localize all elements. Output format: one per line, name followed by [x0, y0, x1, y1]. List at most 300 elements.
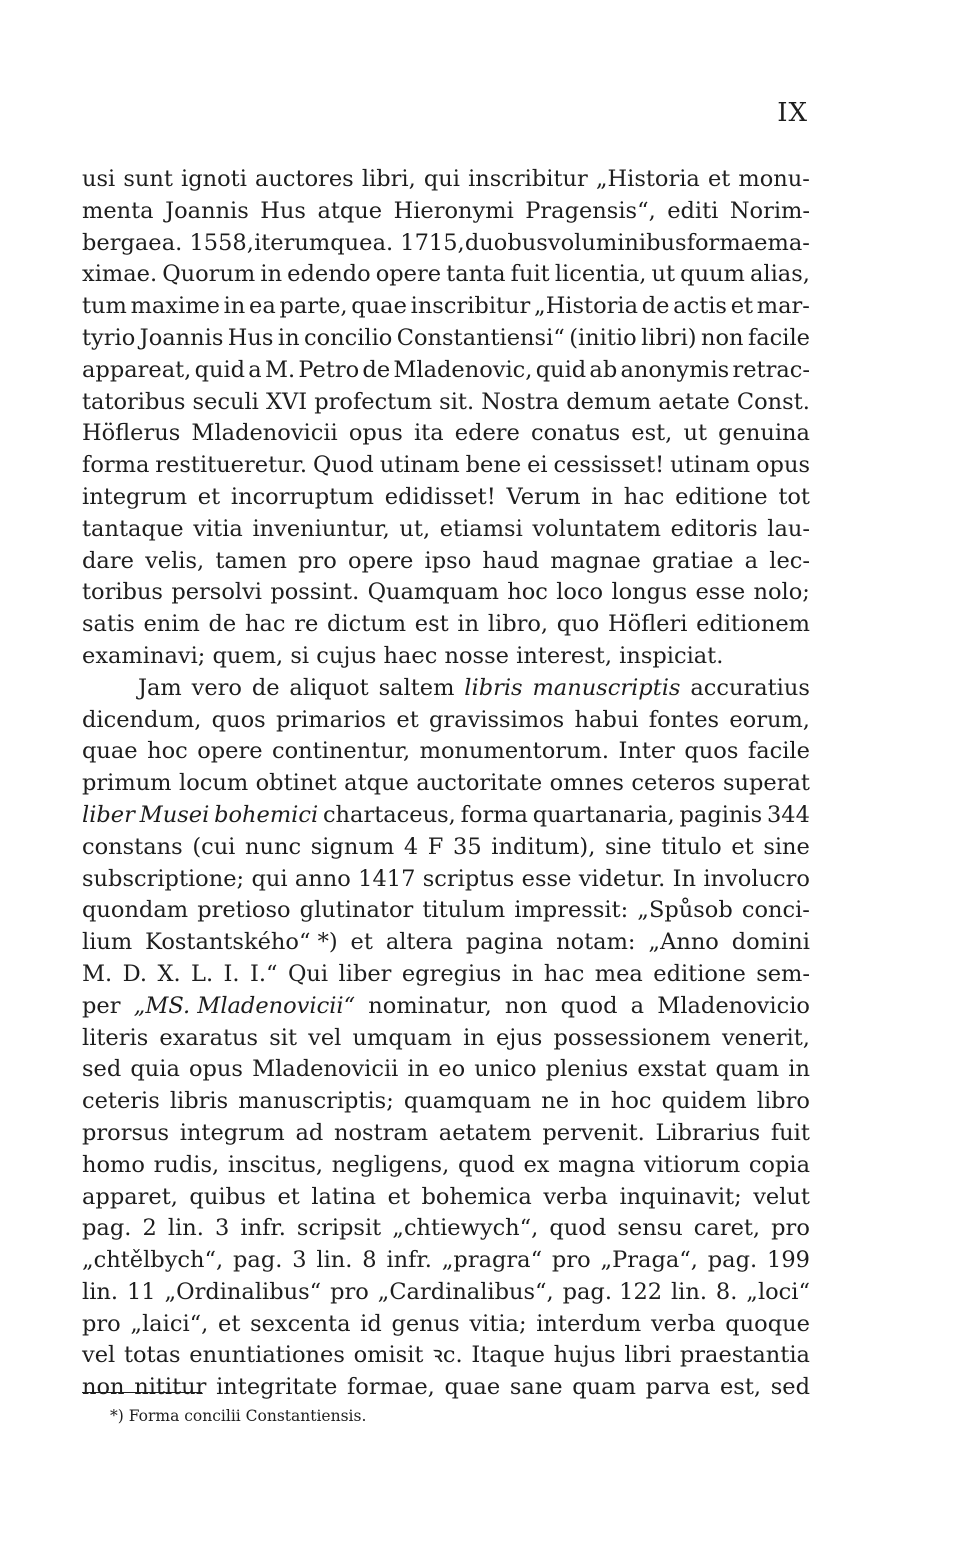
- word: Joannis: [139, 324, 224, 351]
- word: forma: [82, 452, 150, 479]
- word: 8.: [715, 1278, 738, 1305]
- word: in: [591, 483, 614, 510]
- word: auctores: [255, 166, 354, 192]
- word: I.“: [250, 960, 278, 987]
- word: altera: [385, 929, 453, 956]
- word: praestantia: [679, 1342, 810, 1369]
- word: manuscriptis: [532, 674, 681, 701]
- word: duobus: [464, 229, 548, 256]
- word: 4: [403, 833, 419, 860]
- word: editione: [675, 483, 768, 510]
- word: nostram: [333, 1119, 429, 1146]
- word: quoque: [725, 1310, 810, 1337]
- word: liber: [82, 801, 135, 828]
- word: L.: [191, 960, 214, 987]
- word: et: [218, 1310, 241, 1337]
- word: Norim-: [729, 197, 810, 224]
- word: verba: [543, 1183, 608, 1210]
- word: utinam: [379, 452, 460, 479]
- word: appareat,: [82, 356, 192, 383]
- word: quum: [680, 261, 745, 288]
- word: magnae: [550, 547, 641, 574]
- word: Mladenovic,: [393, 356, 533, 383]
- word: editionem: [696, 611, 810, 638]
- word: XVI: [265, 388, 308, 415]
- word: Verum: [506, 483, 581, 510]
- word: pro: [298, 547, 337, 574]
- word: dicendum,: [82, 706, 202, 733]
- word: Hus: [227, 324, 274, 351]
- word: ita: [413, 420, 444, 447]
- word: titulo: [661, 833, 722, 860]
- word: dare: [82, 547, 134, 574]
- word: opere: [197, 738, 263, 765]
- word: interdum: [536, 1310, 642, 1337]
- text-line: [82, 1277, 810, 1309]
- word: videtur.: [578, 865, 666, 892]
- word: utinam: [670, 452, 751, 479]
- word: tatoribus: [82, 388, 186, 415]
- word: quidem: [661, 1088, 747, 1115]
- word: editi: [667, 197, 719, 224]
- text-line: [82, 895, 810, 927]
- word: signum: [310, 833, 395, 860]
- word: a: [248, 356, 262, 383]
- word: anonymis: [620, 356, 730, 383]
- word: „Ordinalibus“: [164, 1278, 322, 1305]
- word: interest,: [516, 642, 612, 669]
- text-line: [82, 1340, 810, 1372]
- word: opere: [375, 261, 442, 288]
- word: quos: [211, 706, 266, 733]
- word: integrum: [179, 1119, 285, 1146]
- word: libri): [641, 324, 697, 351]
- word: Constantiensi“: [396, 324, 565, 351]
- word: Quorum: [162, 261, 256, 288]
- word: „Praga“,: [600, 1247, 698, 1274]
- word: a: [630, 992, 645, 1019]
- word: velut: [753, 1183, 810, 1210]
- word: habui: [574, 706, 639, 733]
- word: „chtiewych“,: [392, 1215, 539, 1242]
- word: saltem: [378, 674, 455, 701]
- word: et: [730, 293, 754, 320]
- word: ut: [683, 420, 707, 447]
- word: examinavi;: [82, 642, 206, 669]
- word: non: [504, 992, 548, 1019]
- word: pag. 122: [562, 1278, 663, 1305]
- word: 8: [362, 1247, 377, 1274]
- word: M.: [264, 356, 296, 383]
- word: ignoti: [181, 166, 247, 192]
- word: integrum: [82, 483, 188, 510]
- word: In: [672, 865, 697, 892]
- word: enuntiationes: [189, 1342, 345, 1369]
- word: sine: [763, 833, 810, 860]
- word: sem-: [756, 960, 810, 987]
- text-line: [82, 1245, 810, 1277]
- word: incorruptum: [230, 483, 374, 510]
- word: 3: [214, 1215, 230, 1242]
- word: Höflerus: [82, 420, 181, 447]
- word: integritate: [216, 1374, 338, 1401]
- word: bene: [465, 452, 522, 479]
- word: parva: [645, 1374, 711, 1401]
- word: libri: [624, 1342, 672, 1369]
- word: libris: [464, 674, 523, 701]
- word: iterumque: [254, 229, 373, 256]
- word: nominatur,: [368, 992, 492, 1019]
- word: enim: [143, 611, 200, 638]
- word: pro: [551, 1247, 591, 1274]
- word: pagina: [465, 929, 544, 956]
- word: opere: [348, 547, 414, 574]
- word: ad: [295, 1119, 324, 1146]
- word: D.: [122, 960, 148, 987]
- word: lin.: [82, 1278, 119, 1305]
- word: opus: [188, 1056, 243, 1083]
- word: atque: [344, 770, 409, 797]
- word: Inter: [618, 738, 675, 765]
- word: est: [414, 611, 449, 638]
- word: umquam: [352, 1024, 452, 1051]
- word: vel: [82, 1342, 116, 1369]
- word: opus: [756, 452, 810, 479]
- word: gratiae: [651, 547, 734, 574]
- word: edere: [454, 420, 520, 447]
- word: de: [208, 611, 237, 638]
- word: glutinator: [299, 897, 414, 924]
- word: Hieronymi: [393, 197, 514, 224]
- word: totas: [123, 1342, 181, 1369]
- word: quae: [351, 293, 407, 320]
- word: atque: [317, 197, 383, 224]
- word: hujus: [553, 1342, 616, 1369]
- text-line: [82, 259, 810, 291]
- word: quem,: [212, 642, 284, 669]
- text-line: [82, 450, 810, 482]
- word: ut: [651, 261, 676, 288]
- word: ceteris: [82, 1088, 160, 1115]
- word: continentur,: [272, 738, 411, 765]
- text-line: [82, 768, 810, 800]
- word: opus: [348, 420, 403, 447]
- word: ipso: [424, 547, 472, 574]
- word: quid: [535, 356, 587, 383]
- word: inditum),: [491, 833, 596, 860]
- word: qui: [251, 865, 288, 892]
- word: pervenit.: [542, 1119, 645, 1146]
- word: manuscriptis;: [238, 1088, 394, 1115]
- word: quod: [560, 992, 618, 1019]
- word: negligens,: [331, 1151, 450, 1178]
- word: libris: [169, 1088, 229, 1115]
- text-line: [82, 1086, 810, 1118]
- text-line: [82, 291, 810, 323]
- word: haud: [482, 547, 540, 574]
- word: Const.: [736, 388, 810, 415]
- word: „Cardinalibus“,: [377, 1278, 554, 1305]
- word: inscribitur: [410, 293, 531, 320]
- word: ea: [249, 293, 276, 320]
- word: subscriptione;: [82, 865, 245, 892]
- word: ne: [541, 1088, 570, 1115]
- word: si: [290, 642, 310, 669]
- text-line: [82, 959, 810, 991]
- word: tyrio: [82, 324, 136, 351]
- word: in: [223, 293, 246, 320]
- word: magna: [558, 1151, 636, 1178]
- word: F: [427, 833, 444, 860]
- text-line: [82, 196, 810, 228]
- word: hac: [244, 611, 286, 638]
- word: actis: [673, 293, 727, 320]
- word: retrac-: [732, 356, 810, 383]
- word: Itaque: [471, 1342, 545, 1369]
- word: vitia: [193, 515, 243, 542]
- word: monumentorum.: [419, 738, 609, 765]
- word: „Spůsob: [637, 897, 733, 924]
- word: literis: [82, 1024, 149, 1051]
- word: ma-: [767, 229, 810, 256]
- word: concilio: [303, 324, 393, 351]
- text-line: [82, 673, 810, 705]
- text-line: [82, 1372, 810, 1404]
- word: mar-: [756, 293, 810, 320]
- text-line: [82, 1213, 810, 1245]
- word: hoc: [147, 738, 188, 765]
- word: pag.: [233, 1247, 283, 1274]
- word: conci-: [741, 897, 810, 924]
- text-line: [82, 355, 810, 387]
- word: possint.: [270, 579, 360, 606]
- word: pro: [330, 1278, 369, 1305]
- word: ceteros: [631, 770, 716, 797]
- word: formae: [686, 229, 768, 256]
- word: est,: [631, 420, 673, 447]
- word: „MS. Mladenovicii“: [133, 992, 356, 1019]
- word: sed: [770, 1374, 810, 1401]
- word: facile: [747, 738, 810, 765]
- word: seculi: [192, 388, 259, 415]
- word: hac: [623, 483, 665, 510]
- word: latina: [311, 1183, 377, 1210]
- word: „Historia: [534, 293, 639, 320]
- text-line: [82, 1150, 810, 1182]
- word: de: [362, 356, 391, 383]
- word: alias,: [750, 261, 810, 288]
- word: auctoritate: [416, 770, 543, 797]
- text-line: [82, 482, 810, 514]
- word: inscribitur: [468, 166, 588, 192]
- text-line: [82, 1309, 810, 1341]
- word: non: [701, 324, 744, 351]
- word: quae: [444, 1374, 501, 1401]
- word: inspiciat.: [619, 642, 724, 669]
- word: fuit: [510, 261, 550, 288]
- text-line: [82, 387, 810, 419]
- word: prorsus: [82, 1119, 170, 1146]
- word: est,: [719, 1374, 762, 1401]
- word: lin.: [167, 1215, 204, 1242]
- word: ex: [523, 1151, 550, 1178]
- word: Pragensis“,: [525, 197, 656, 224]
- word: formae,: [346, 1374, 435, 1401]
- word: Librarius: [655, 1119, 761, 1146]
- word: nunc: [245, 833, 302, 860]
- word: „laici“,: [130, 1310, 209, 1337]
- word: quod: [549, 1215, 607, 1242]
- word: Jam: [138, 674, 182, 701]
- word: egregius: [401, 960, 502, 987]
- word: loco: [556, 579, 604, 606]
- word: ꝛc.: [432, 1342, 463, 1369]
- word: per: [82, 992, 121, 1019]
- word: vero: [191, 674, 242, 701]
- word: in: [457, 611, 480, 638]
- word: ut,: [399, 515, 431, 542]
- word: omisit: [353, 1342, 424, 1369]
- word: possessionem: [553, 1024, 711, 1051]
- word: edidisset!: [384, 483, 496, 510]
- word: „chtělbych“,: [82, 1247, 224, 1274]
- text-line: [82, 577, 810, 609]
- word: infr.: [240, 1215, 286, 1242]
- text-line: [82, 228, 810, 260]
- word: accuratius: [690, 674, 810, 701]
- word: „Anno: [648, 929, 719, 956]
- word: gravissimos: [429, 706, 565, 733]
- word: ei: [527, 452, 548, 479]
- word: mea: [594, 960, 643, 987]
- text-line: [82, 164, 810, 196]
- word: unico: [474, 1056, 537, 1083]
- word: toribus: [82, 579, 163, 606]
- word: aetate: [658, 388, 730, 415]
- word: Kostantského“ *): [145, 929, 338, 956]
- word: inquinavit;: [619, 1183, 742, 1210]
- word: quamquam: [403, 1088, 532, 1115]
- text-line: [82, 546, 810, 578]
- word: lin.: [316, 1247, 353, 1274]
- word: quae: [82, 738, 138, 765]
- word: quia: [130, 1056, 180, 1083]
- text-line: [82, 927, 810, 959]
- word: parte,: [279, 293, 348, 320]
- word: pag.: [707, 1247, 758, 1274]
- word: exstat: [637, 1056, 707, 1083]
- word: ximae.: [82, 261, 158, 288]
- word: lec-: [769, 547, 810, 574]
- footnote-rule: [82, 1392, 202, 1393]
- word: de: [641, 293, 670, 320]
- word: inveniuntur,: [252, 515, 390, 542]
- word: 1417: [358, 865, 416, 892]
- word: et: [350, 929, 373, 956]
- word: rudis,: [153, 1151, 220, 1178]
- word: eo: [438, 1056, 466, 1083]
- word: involucro: [703, 865, 810, 892]
- text-line: [82, 800, 810, 832]
- word: hac: [543, 960, 585, 987]
- word: facile: [747, 324, 810, 351]
- word: et: [197, 483, 221, 510]
- word: non: [82, 1374, 125, 1401]
- word: in: [407, 1056, 430, 1083]
- word: bohemica: [421, 1183, 532, 1210]
- word: in: [277, 324, 300, 351]
- word: anno: [294, 865, 351, 892]
- word: restitueretur.: [155, 452, 308, 479]
- word: pro: [771, 1215, 810, 1242]
- word: Nostra: [481, 388, 560, 415]
- word: persolvi: [171, 579, 262, 606]
- word: pro: [82, 1310, 121, 1337]
- word: tum: [82, 293, 127, 320]
- word: libro: [756, 1088, 810, 1115]
- word: qui: [423, 166, 460, 192]
- word: a: [744, 547, 759, 574]
- word: vitiorum: [643, 1151, 741, 1178]
- word: verba: [650, 1310, 716, 1337]
- word: tamen: [215, 547, 287, 574]
- word: apparet,: [82, 1183, 178, 1210]
- word: chartaceus,: [322, 801, 456, 828]
- word: fontes: [648, 706, 720, 733]
- word: demum: [566, 388, 652, 415]
- word: esse: [695, 579, 746, 606]
- word: sane: [509, 1374, 563, 1401]
- word: menta: [82, 197, 154, 224]
- word: „Historia: [595, 166, 700, 192]
- word: sed: [82, 1056, 122, 1083]
- word: esse: [521, 865, 572, 892]
- word: in: [511, 960, 534, 987]
- word: a. 1715,: [372, 229, 465, 256]
- word: venerit,: [721, 1024, 810, 1051]
- word: monu-: [738, 166, 810, 192]
- word: impressit:: [514, 897, 629, 924]
- word: id: [360, 1310, 382, 1337]
- word: „loci“: [746, 1278, 810, 1305]
- word: licentia,: [554, 261, 647, 288]
- word: X.: [157, 960, 181, 987]
- word: lau-: [767, 515, 810, 542]
- footnote: *) Forma concilii Constantiensis.: [110, 1407, 367, 1425]
- word: (initio: [569, 324, 637, 351]
- word: infr.: [386, 1247, 432, 1274]
- word: nosse: [444, 642, 509, 669]
- word: cessisset!: [553, 452, 665, 479]
- word: sit.: [439, 388, 475, 415]
- word: quondam: [82, 897, 189, 924]
- word: Quod: [312, 452, 374, 479]
- word: Mladenovicii: [191, 420, 338, 447]
- word: Höfleri: [607, 611, 688, 638]
- word: dictum: [327, 611, 407, 638]
- word: Joannis: [165, 197, 249, 224]
- word: 344: [766, 801, 810, 828]
- word: notam:: [556, 929, 636, 956]
- text-line: [82, 832, 810, 864]
- word: in: [260, 261, 283, 288]
- word: conatus: [531, 420, 621, 447]
- word: aliquot: [289, 674, 369, 701]
- word: exaratus: [159, 1024, 259, 1051]
- word: scripsit: [296, 1215, 382, 1242]
- word: I.: [223, 960, 240, 987]
- word: voluntatem: [532, 515, 661, 542]
